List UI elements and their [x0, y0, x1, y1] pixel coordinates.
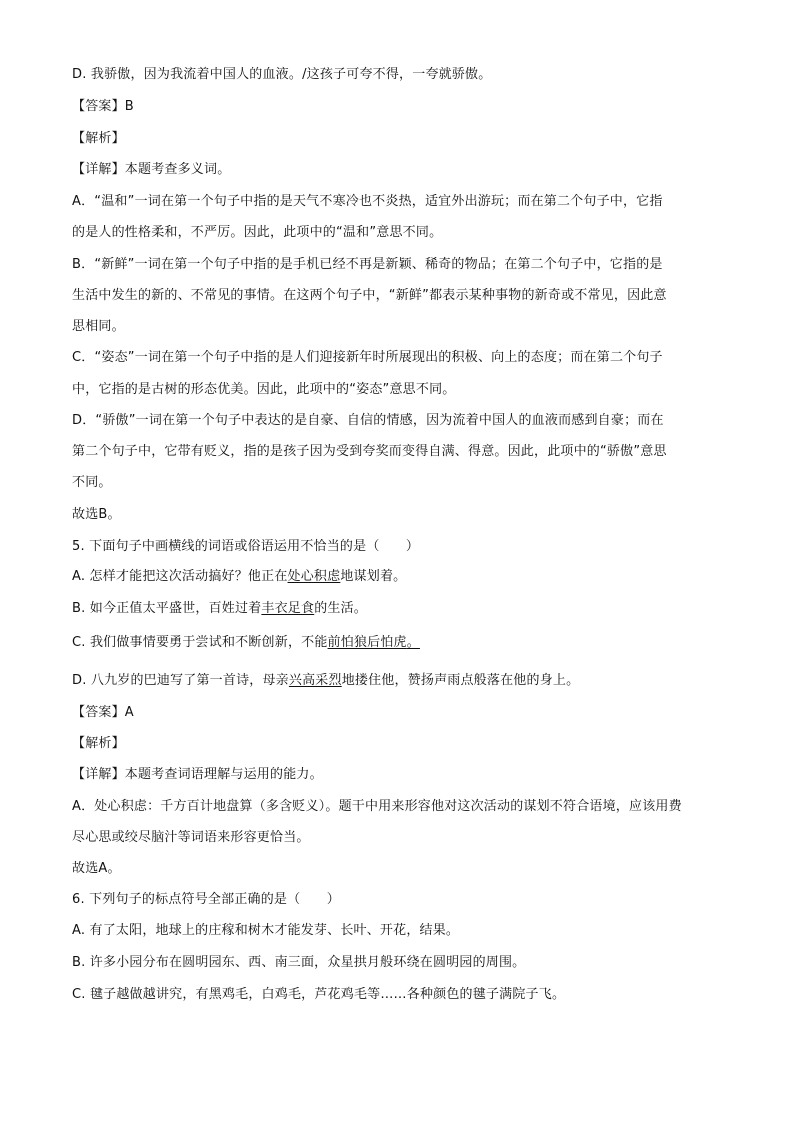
- q6-option-b: B. 许多小园分布在圆明园东、西、南三面，众星拱月般环绕在圆明园的周围。: [72, 955, 526, 970]
- q5-option-b-pre: B. 如今正值太平盛世，百姓过着: [72, 601, 262, 616]
- q5-option-d-post: 地搂住他，赞扬声雨点般落在他的身上。: [341, 673, 580, 688]
- analysis-q5-line-2: 尽心思或绞尽脑汁等词语来形容更恰当。: [72, 830, 310, 845]
- analysis-d-line-2: 第二个句子中，它带有贬义，指的是孩子因为受到夸奖而变得自满、得意。因此，此项中的“骄傲”意思: [72, 444, 667, 459]
- q6-option-c: C. 毽子越做越讲究，有黑鸡毛，白鸡毛，芦花鸡毛等……各种颜色的毽子满院子飞。: [72, 987, 566, 1002]
- option-d-line: D. 我骄傲，因为我流着中国人的血液。/这孩子可夸不得，一夸就骄傲。: [72, 67, 492, 82]
- q5-option-a-post: 地谋划着。: [340, 569, 407, 584]
- analysis-a-line-2: 的是人的性格柔和，不严厉。因此，此项中的“温和”意思不同。: [72, 225, 443, 240]
- q5-option-d-underlined: 兴高采烈: [288, 673, 342, 688]
- q5-option-a-underlined: 处心积虑: [287, 569, 341, 584]
- analysis-c-line-2: 中，它指的是古树的形态优美。因此，此项中的“姿态”意思不同。: [72, 382, 456, 397]
- q5-option-a: [72, 568, 722, 586]
- analysis-label: 【解析】: [72, 131, 125, 146]
- choose-b-line: 故选B。: [72, 507, 121, 522]
- q5-option-d-pre: D. 八九岁的巴迪写了第一首诗，母亲: [72, 673, 289, 688]
- analysis-b-line-3: 思相同。: [72, 319, 125, 334]
- analysis-q5-line-1: A．处心积虑：千方百计地盘算（多含贬义）。题干中用来形容他对这次活动的谋划不符合语境，应该用费: [72, 799, 682, 814]
- q5-option-a-pre: A. 怎样才能把这次活动搞好？他正在: [72, 569, 288, 584]
- q5-option-b-underlined: 丰衣足食: [261, 601, 315, 616]
- analysis-c-line-1: C．“姿态”一词在第一个句子中指的是人们迎接新年时所展现出的积极、向上的态度；而在第二个句子: [72, 350, 663, 365]
- answer-label-2: 【答案】A: [72, 705, 134, 720]
- detail-line: 【详解】本题考查多义词。: [72, 162, 231, 177]
- analysis-a-line-1: A．“温和”一词在第一个句子中指的是天气不寒冷也不炎热，适宜外出游玩；而在第二个句子中，它指: [72, 194, 663, 209]
- analysis-d-line-1: D．“骄傲”一词在第一个句子中表达的是自豪、自信的情感，因为流着中国人的血液而感到自豪；而在: [72, 413, 664, 428]
- detail-line-2: 【详解】本题考查词语理解与运用的能力。: [72, 767, 323, 782]
- choose-a-line: 故选A。: [72, 861, 121, 876]
- q5-option-b-post: 的生活。: [314, 601, 368, 616]
- q5-option-c: [72, 634, 722, 652]
- question-6: 6. 下列句子的标点符号全部正确的是（ ）: [72, 892, 340, 907]
- analysis-d-line-3: 不同。: [72, 475, 112, 490]
- answer-label: 【答案】B: [72, 99, 134, 114]
- q6-option-a: A. 有了太阳，地球上的庄稼和树木才能发芽、长叶、开花，结果。: [72, 923, 460, 938]
- q5-option-c-post: 。: [406, 635, 420, 650]
- q5-option-c-pre: C. 我们做事情要勇于尝试和不断创新，不能: [72, 635, 328, 650]
- analysis-label-2: 【解析】: [72, 736, 125, 751]
- q5-option-d: [72, 672, 722, 690]
- question-5: 5. 下面句子中画横线的词语或俗语运用不恰当的是（ ）: [72, 539, 420, 554]
- analysis-b-line-1: B．“新鲜”一词在第一个句子中指的是手机已经不再是新颖、稀奇的物品；在第二个句子中，它指的是: [72, 257, 663, 272]
- q5-option-b: [72, 600, 722, 618]
- analysis-b-line-2: 生活中发生的新的、不常见的事情。在这两个句子中，“新鲜”都表示某种事物的新奇或不常见，因此意: [72, 288, 667, 303]
- q5-option-c-underlined: 前怕狼后怕虎: [327, 635, 407, 650]
